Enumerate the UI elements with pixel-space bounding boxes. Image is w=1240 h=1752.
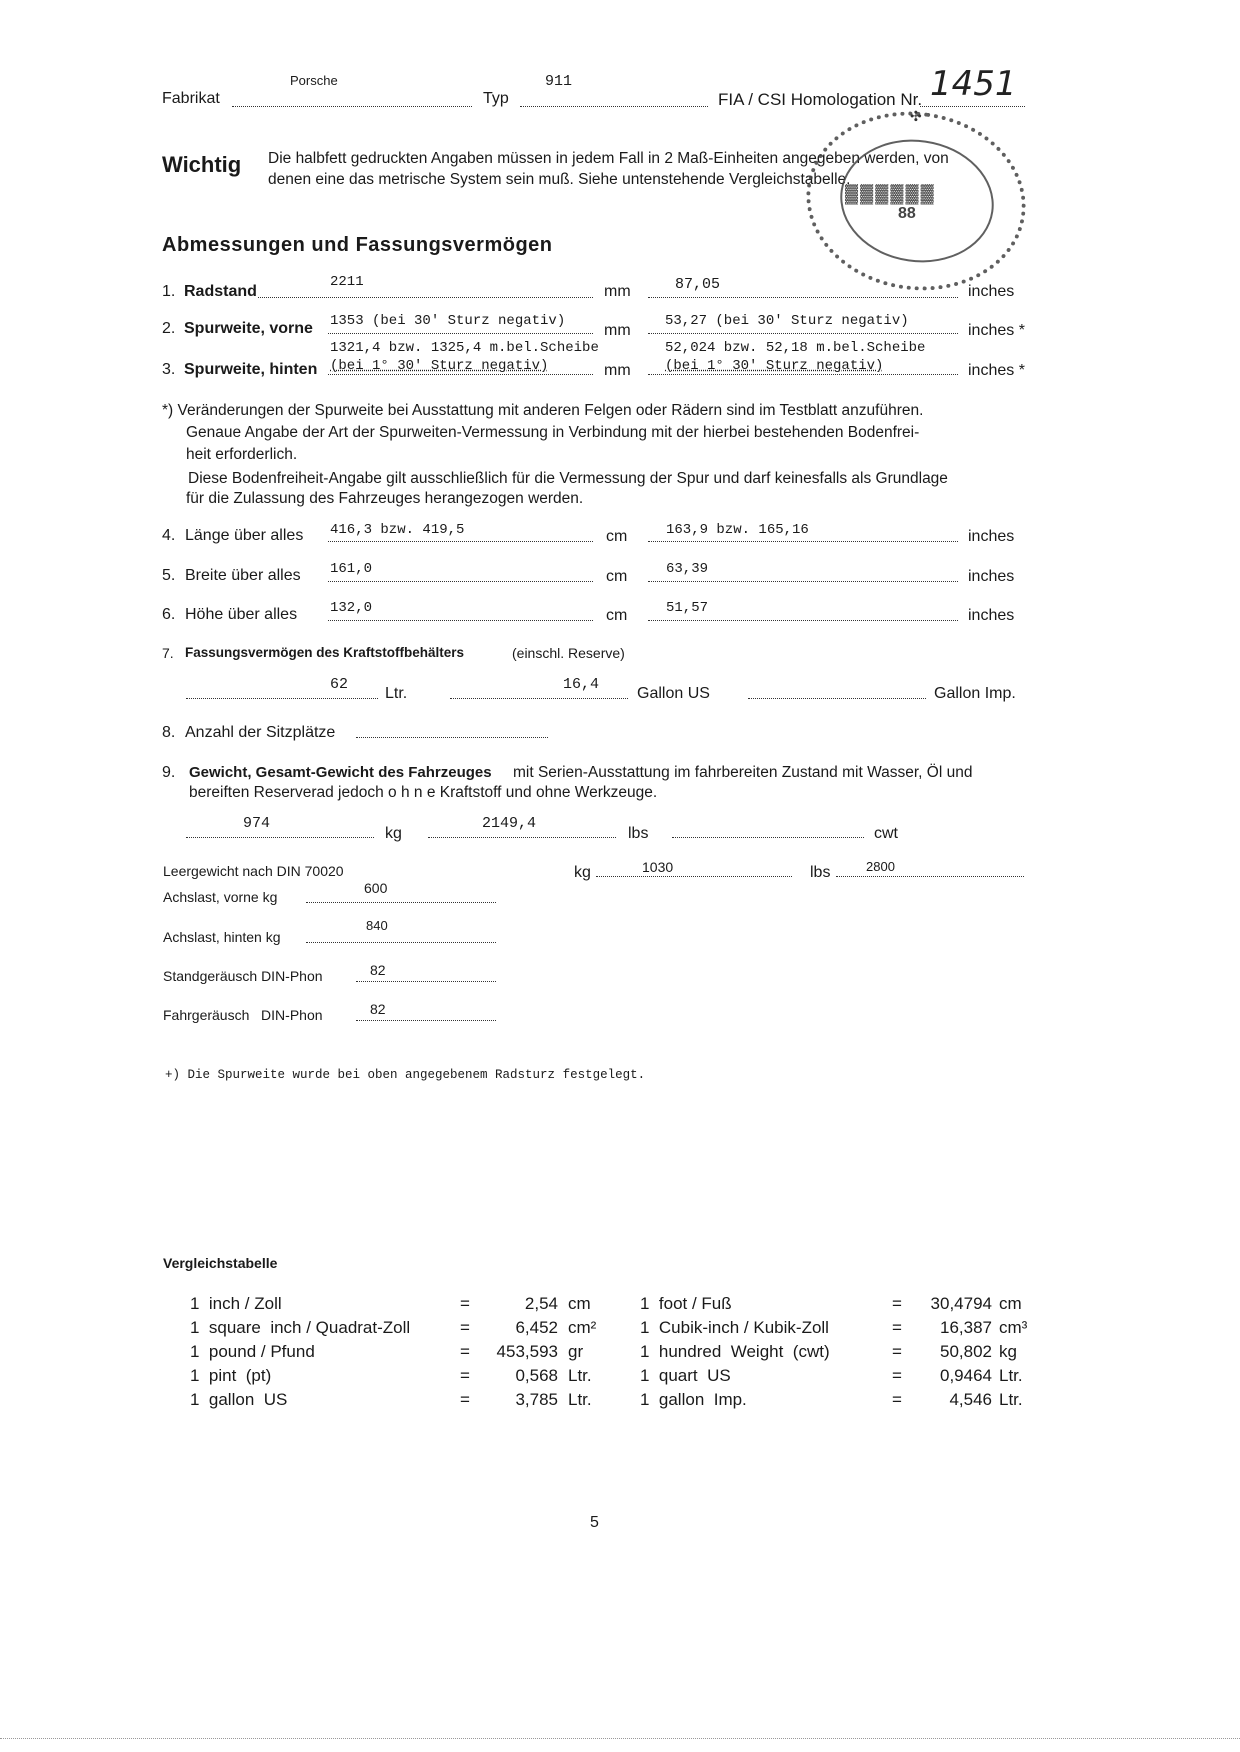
comparison-row-value: 3,785	[515, 1390, 558, 1409]
imperial-value: 163,9 bzw. 165,16	[666, 522, 809, 538]
gal-imp-unit: Gallon Imp.	[934, 685, 1016, 702]
imperial-value: 63,39	[666, 561, 709, 577]
metric-unit: cm	[606, 528, 628, 545]
leergewicht-lbs-line	[836, 876, 1024, 877]
fahrgeraeusch-line	[356, 1020, 496, 1021]
typ-value: 911	[545, 73, 573, 90]
comparison-row-unit: Ltr.	[568, 1390, 592, 1409]
cwt-unit: cwt	[874, 825, 898, 842]
footnote-line-1: *) Veränderungen der Spurweite bei Ausstattung mit anderen Felgen oder Rädern sind im Testblatt anzuführen.	[162, 402, 924, 419]
metric-line	[328, 541, 593, 542]
imperial-line	[648, 374, 958, 375]
item-number: 7.	[162, 645, 174, 661]
metric-value: 1353 (bei 30' Sturz negativ)	[330, 313, 566, 329]
leergewicht-kg-line	[596, 876, 792, 877]
imperial-unit: inches	[968, 607, 1015, 624]
comparison-row-equals: =	[892, 1390, 902, 1409]
comparison-row-label: 1 gallon Imp.	[640, 1390, 747, 1409]
comparison-row-label: 1 pint (pt)	[190, 1366, 272, 1385]
gal-us-line	[450, 698, 628, 699]
sitze-line	[356, 737, 548, 738]
comparison-row-equals: =	[460, 1342, 470, 1361]
gal-us-unit: Gallon US	[637, 685, 710, 702]
comparison-row-label: 1 Cubik-inch / Kubik-Zoll	[640, 1318, 829, 1337]
item-label: Breite über alles	[185, 567, 301, 584]
metric-pre-value: 1321,4 bzw. 1325,4 m.bel.Scheibe	[330, 340, 599, 356]
comparison-row-label: 1 quart US	[640, 1366, 731, 1385]
imperial-line	[648, 581, 958, 582]
metric-unit: cm	[606, 568, 628, 585]
comparison-row-value: 50,802	[940, 1342, 992, 1361]
comparison-row-equals: =	[892, 1366, 902, 1385]
metric-unit: mm	[604, 322, 631, 339]
homologation-line	[920, 106, 1025, 107]
section-title: Abmessungen und Fassungsvermögen	[162, 234, 553, 256]
imperial-unit: inches	[968, 568, 1015, 585]
metric-unit: cm	[606, 607, 628, 624]
footnote-line-3: heit erforderlich.	[186, 446, 298, 463]
standgeraeusch-label: Standgeräusch DIN-Phon	[163, 968, 323, 984]
comparison-row-value: 0,568	[515, 1366, 558, 1385]
achslast-vorne-value: 600	[364, 880, 388, 896]
item-number: 1.	[162, 283, 176, 300]
leergewicht-label: Leergewicht nach DIN 70020	[163, 863, 344, 879]
comparison-row-value: 0,9464	[940, 1366, 992, 1385]
imperial-pre-value: 52,024 bzw. 52,18 m.bel.Scheibe	[665, 340, 926, 356]
comparison-row-label: 1 square inch / Quadrat-Zoll	[190, 1318, 411, 1337]
achslast-hinten-line	[306, 942, 496, 943]
comparison-row-label: 1 foot / Fuß	[640, 1294, 732, 1313]
imperial-unit: inches	[968, 528, 1015, 545]
item-number: 5.	[162, 567, 176, 584]
kg-line	[186, 837, 374, 838]
imperial-line	[648, 620, 958, 621]
metric-line	[328, 620, 593, 621]
comparison-row-unit: Ltr.	[999, 1366, 1023, 1385]
item-label-line-2: bereiften Reserverad jedoch o h n e Kraftstoff und ohne Werkzeuge.	[189, 784, 658, 801]
item-label-rest: mit Serien-Ausstattung im fahrbereiten Zustand mit Wasser, Öl und	[513, 764, 973, 781]
typ-label: Typ	[483, 90, 509, 107]
standgeraeusch-value: 82	[370, 962, 386, 978]
item-label: Länge über alles	[185, 527, 304, 544]
fahrgeraeusch-value: 82	[370, 1001, 386, 1017]
imperial-unit: inches *	[968, 362, 1025, 379]
metric-value: 416,3 bzw. 419,5	[330, 522, 465, 538]
imperial-line	[648, 541, 958, 542]
page-number: 5	[590, 1514, 599, 1531]
imperial-value: (bei 1° 30' Sturz negativ)	[665, 358, 884, 374]
gal-imp-line	[748, 698, 926, 699]
footnote-plus: +) Die Spurweite wurde bei oben angegebenem Radsturz festgelegt.	[165, 1068, 646, 1082]
comparison-row-label: 1 gallon US	[190, 1390, 288, 1409]
imperial-value: 53,27 (bei 30' Sturz negativ)	[665, 313, 909, 329]
ltr-value: 62	[330, 676, 349, 693]
stamp-middle-text: ▓▓▓▓▓▓	[845, 183, 936, 203]
achslast-vorne-line	[306, 902, 496, 903]
comparison-row-equals: =	[460, 1318, 470, 1337]
item-label: Höhe über alles	[185, 606, 298, 623]
lbs-line	[428, 837, 616, 838]
metric-value: 2211	[330, 274, 364, 290]
metric-unit: mm	[604, 362, 631, 379]
metric-value: (bei 1° 30' Sturz negativ)	[330, 358, 549, 374]
comparison-row-unit: cm	[999, 1294, 1022, 1313]
homologation-number: 1451	[930, 64, 1017, 104]
imperial-line	[648, 297, 958, 298]
item-label: Anzahl der Sitzplätze	[185, 724, 336, 741]
homologation-label: FIA / CSI Homologation Nr.	[718, 90, 923, 109]
leergewicht-kg-unit: kg	[574, 864, 591, 881]
leergewicht-lbs-value: 2800	[866, 859, 895, 874]
notice-line-2: denen eine das metrische System sein muß. Siehe untenstehende Vergleichstabelle.	[268, 171, 851, 188]
item-label: Spurweite, hinten	[184, 361, 318, 378]
fabrikat-value: Porsche	[290, 73, 338, 88]
stamp-inner-number: 88	[898, 205, 916, 222]
fabrikat-line	[232, 106, 472, 107]
fahrgeraeusch-label: Fahrgeräusch DIN-Phon	[163, 1007, 323, 1023]
item-label: Fassungsvermögen des Kraftstoffbehälters	[185, 645, 465, 660]
metric-line	[328, 581, 593, 582]
comparison-row-equals: =	[892, 1342, 902, 1361]
typ-line	[520, 106, 708, 107]
imperial-unit: inches *	[968, 322, 1025, 339]
notice-label: Wichtig	[162, 152, 242, 177]
kg-value: 974	[243, 815, 271, 832]
kg-unit: kg	[385, 825, 402, 842]
comparison-row-label: 1 pound / Pfund	[190, 1342, 315, 1361]
comparison-row-unit: cm³	[999, 1318, 1028, 1337]
ltr-unit: Ltr.	[385, 685, 408, 702]
imperial-unit: inches	[968, 283, 1015, 300]
footnote-line-2: Genaue Angabe der Art der Spurweiten-Vermessung in Verbindung mit der hierbei bestehenden Bodenfrei-	[186, 424, 920, 441]
item-number: 9.	[162, 764, 176, 781]
comparison-row-unit: gr	[568, 1342, 584, 1361]
item-number: 3.	[162, 361, 176, 378]
metric-line	[328, 374, 593, 375]
comparison-row-value: 4,546	[949, 1390, 992, 1409]
comparison-row-equals: =	[892, 1318, 902, 1337]
gal-us-value: 16,4	[563, 676, 600, 693]
item-number: 6.	[162, 606, 176, 623]
stamp-star-icon: ✣	[910, 108, 922, 124]
item-label: Radstand	[184, 283, 257, 300]
lbs-value: 2149,4	[482, 815, 537, 832]
comparison-row-equals: =	[460, 1390, 470, 1409]
notice-line-1: Die halbfett gedruckten Angaben müssen in jedem Fall in 2 Maß-Einheiten angegeben werden, von	[268, 150, 949, 167]
imperial-line	[648, 333, 958, 334]
comparison-row-unit: cm²	[568, 1318, 597, 1337]
imperial-value: 51,57	[666, 600, 709, 616]
comparison-title: Vergleichstabelle	[163, 1255, 278, 1271]
achslast-hinten-value: 840	[366, 918, 388, 933]
metric-line	[328, 333, 593, 334]
achslast-vorne-label: Achslast, vorne kg	[163, 889, 278, 905]
comparison-row-label: 1 hundred Weight (cwt)	[640, 1342, 830, 1361]
standgeraeusch-line	[356, 981, 496, 982]
comparison-row-value: 30,4794	[930, 1294, 992, 1313]
comparison-row-value: 16,387	[940, 1318, 992, 1337]
footnote-line-5: für die Zulassung des Fahrzeuges herangezogen werden.	[186, 490, 584, 507]
ltr-line	[186, 698, 378, 699]
comparison-row-unit: cm	[568, 1294, 591, 1313]
footnote-line-4: Diese Bodenfreiheit-Angabe gilt ausschließlich für die Vermessung der Spur und darf keinesfalls als Grundlage	[188, 470, 948, 487]
comparison-row-equals: =	[460, 1366, 470, 1385]
leergewicht-lbs-unit: lbs	[810, 864, 831, 881]
metric-unit: mm	[604, 283, 631, 300]
achslast-hinten-label: Achslast, hinten kg	[163, 929, 281, 945]
comparison-row-unit: Ltr.	[999, 1390, 1023, 1409]
comparison-row-equals: =	[892, 1294, 902, 1313]
comparison-row-unit: Ltr.	[568, 1366, 592, 1385]
leergewicht-kg-value: 1030	[642, 859, 674, 875]
item-number: 4.	[162, 527, 176, 544]
comparison-row-value: 453,593	[496, 1342, 558, 1361]
comparison-row-unit: kg	[999, 1342, 1017, 1361]
lbs-unit: lbs	[628, 825, 649, 842]
item-number: 2.	[162, 320, 176, 337]
item-label: Spurweite, vorne	[184, 320, 313, 337]
comparison-row-equals: =	[460, 1294, 470, 1313]
comparison-row-value: 6,452	[515, 1318, 558, 1337]
imperial-value: 87,05	[675, 276, 721, 293]
metric-value: 161,0	[330, 561, 373, 577]
scan-edge-line	[0, 1738, 1240, 1739]
metric-line	[258, 297, 593, 298]
comparison-row-value: 2,54	[524, 1294, 558, 1313]
metric-value: 132,0	[330, 600, 373, 616]
comparison-row-label: 1 inch / Zoll	[190, 1294, 282, 1313]
item-label-bold: Gewicht, Gesamt-Gewicht des Fahrzeuges	[189, 764, 492, 781]
cwt-line	[672, 837, 864, 838]
item-label-suffix: (einschl. Reserve)	[512, 645, 625, 661]
fabrikat-label: Fabrikat	[162, 90, 220, 107]
item-number: 8.	[162, 724, 176, 741]
